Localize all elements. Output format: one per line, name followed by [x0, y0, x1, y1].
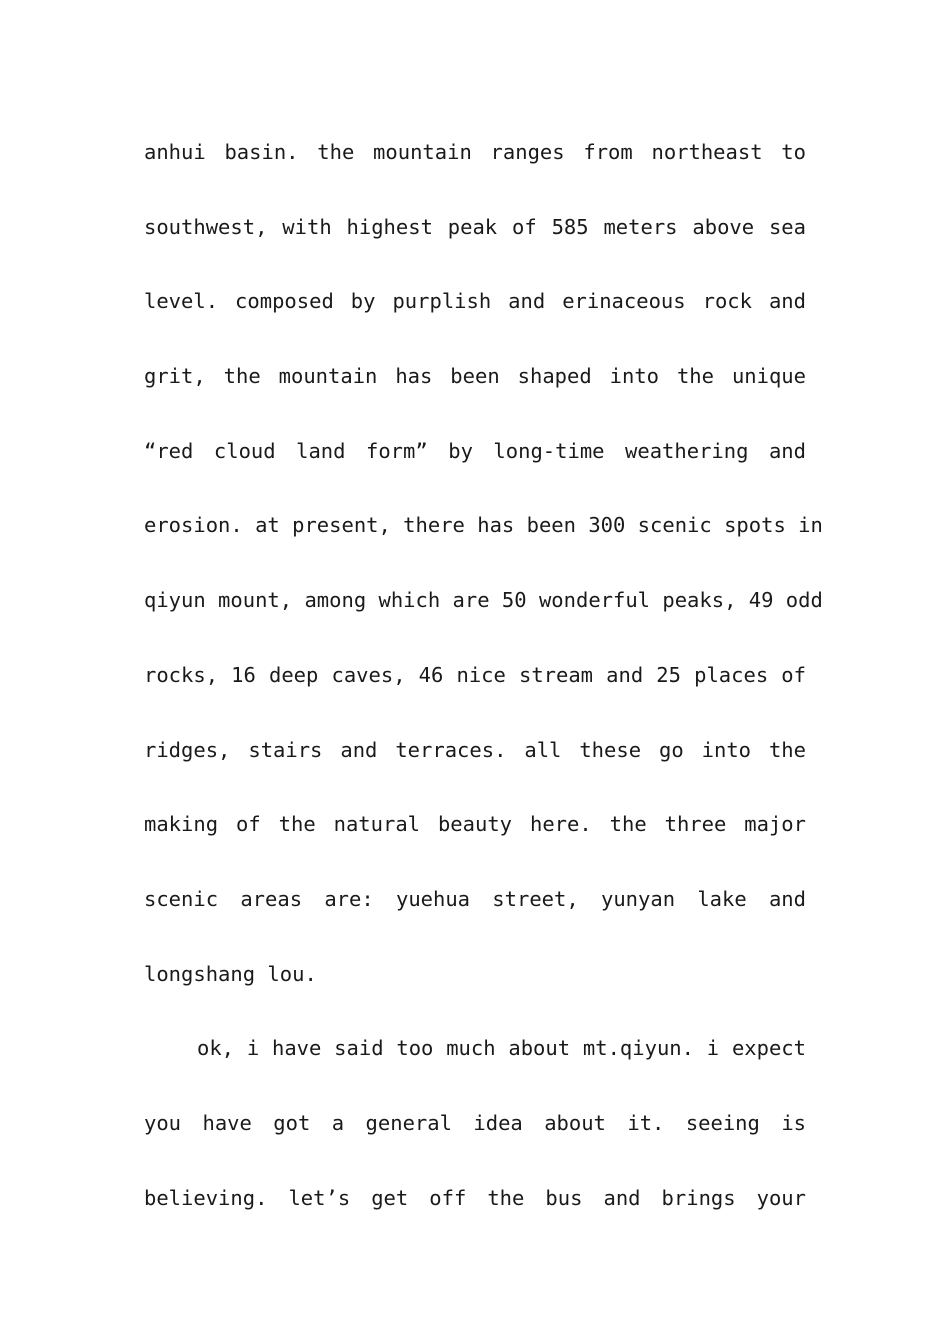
body-text	[144, 133, 823, 1253]
text-line: erosion. at present, there has been 300 scenic spots in	[144, 513, 823, 538]
text-line: ridges, stairs and terraces. all these go into the	[144, 737, 806, 762]
text-line: longshang lou.	[144, 961, 317, 986]
text-line: southwest, with highest peak of 585 meters above sea	[144, 214, 806, 239]
text-line: level. composed by purplish and erinaceous rock and	[144, 289, 806, 314]
text-line: scenic areas are: yuehua street, yunyan lake and	[144, 886, 806, 911]
paragraph-first-line: ok, i have said too much about mt.qiyun. i expect	[197, 1036, 806, 1061]
text-line: anhui basin. the mountain ranges from northeast to	[144, 140, 806, 164]
text-line: grit, the mountain has been shaped into the unique	[144, 364, 806, 389]
text-line: rocks, 16 deep caves, 46 nice stream and 25 places of	[144, 662, 806, 687]
text-line: believing. let’s get off the bus and brings your	[144, 1185, 806, 1210]
text-line: “red cloud land form” by long-time weathering and	[144, 438, 806, 463]
text-line: qiyun mount, among which are 50 wonderful peaks, 49 odd	[144, 588, 823, 613]
text-line: making of the natural beauty here. the three major	[144, 812, 806, 837]
text-line: you have got a general idea about it. seeing is	[144, 1110, 806, 1135]
